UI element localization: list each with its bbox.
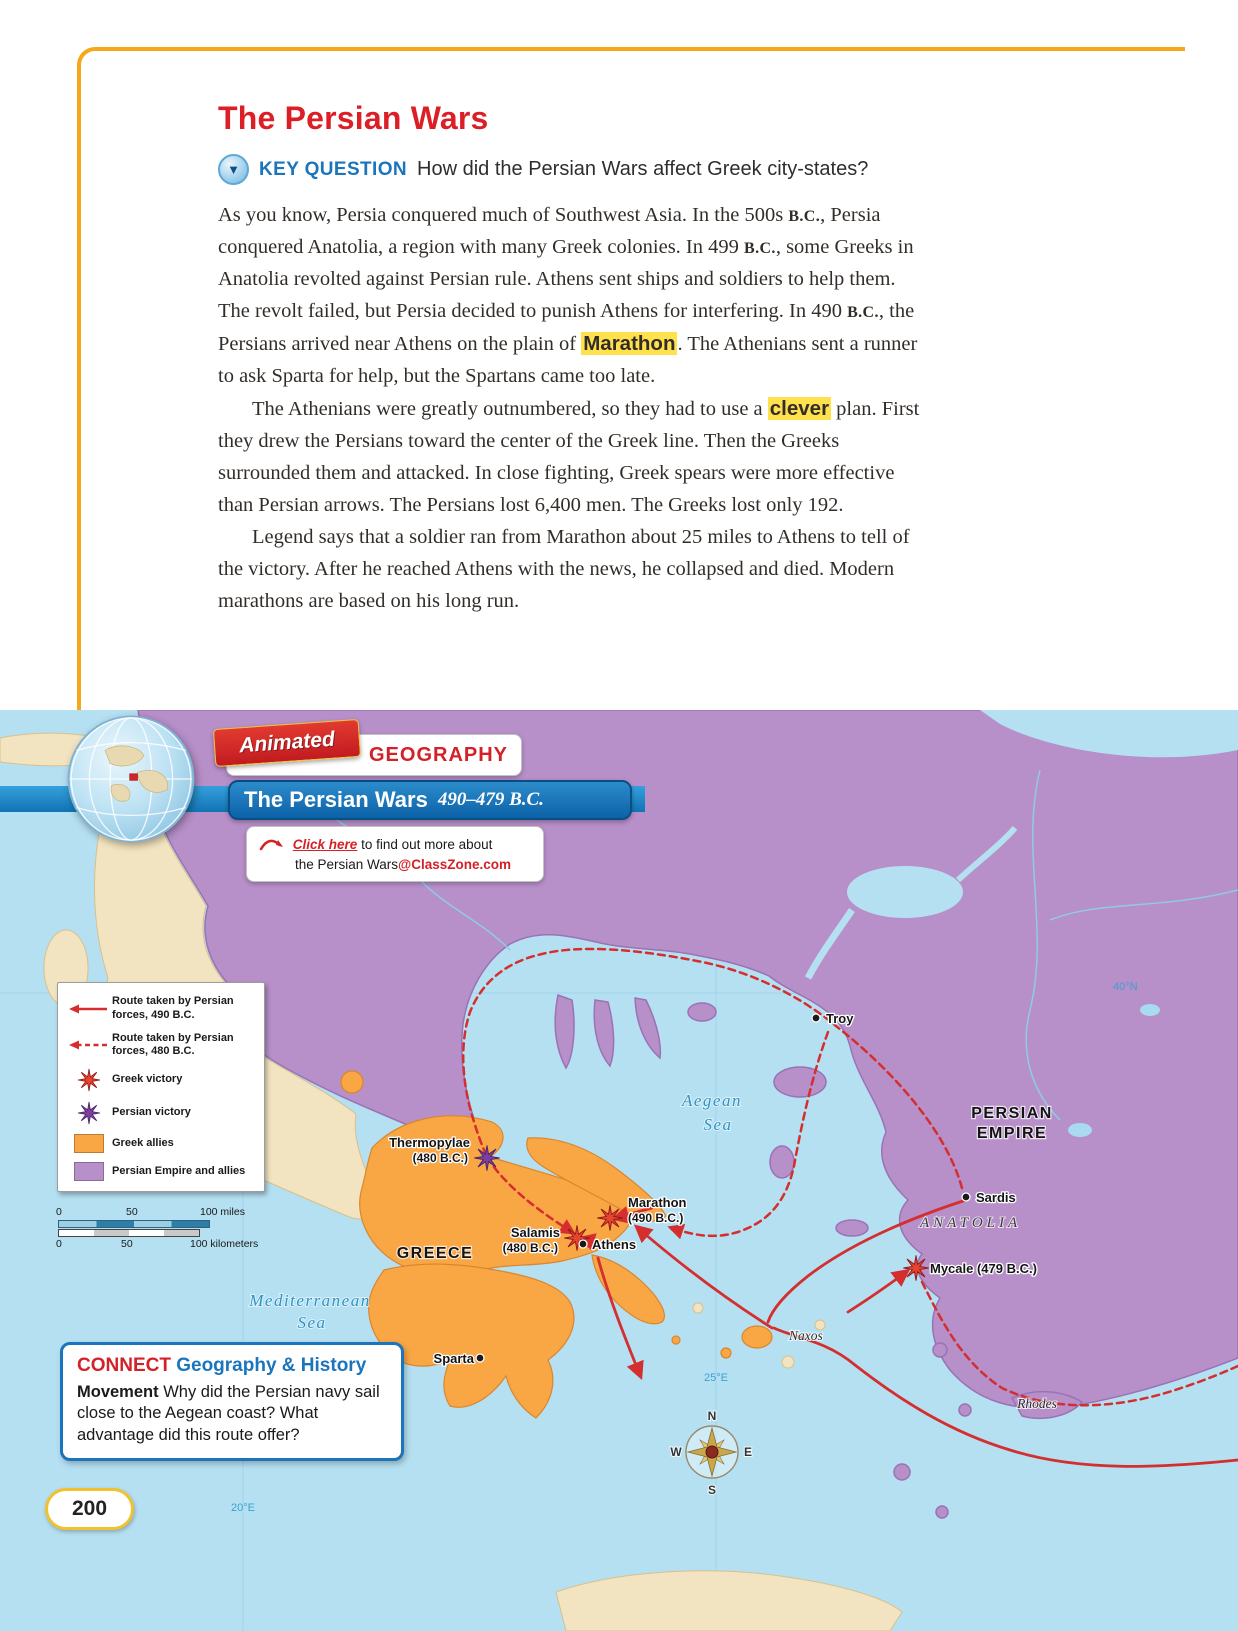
compass-n: N <box>707 1409 717 1423</box>
label-naxos: Naxos <box>789 1328 823 1343</box>
legend-route-dashed: Route taken by Persian forces, 480 B.C. <box>66 1032 256 1060</box>
route-solid-icon <box>66 1002 112 1016</box>
label-persian-empire-2: EMPIRE <box>976 1125 1048 1142</box>
key-question-icon: ▼ <box>218 154 249 185</box>
connect-subject: Geography & History <box>176 1355 367 1376</box>
connect-label: CONNECT <box>77 1355 171 1376</box>
label-thermopylae: Thermopylae <box>389 1135 470 1150</box>
sardis-dot <box>962 1193 970 1201</box>
key-question-text: How did the Persian Wars affect Greek city-states? <box>417 158 869 180</box>
key-question-row <box>218 154 928 185</box>
label-40n: 40°N <box>1113 981 1138 993</box>
map-scale <box>58 1206 273 1251</box>
globe-icon <box>66 714 196 844</box>
geography-label: GEOGRAPHY <box>369 743 509 766</box>
body-paragraph: As you know, Persia conquered much of Southwest Asia. In the 500s B.C., Persia conquered Anatolia, a region with many Greek colonies. In 499 B.C., some Greeks in Anatolia revolted against Persian rule. Athens sent ships and soldiers to help them. The revolt failed, but Persia decided to punish Athens for interfering. In 490 B.C., the Persians arrived near Athens on the plain of Marathon. The Athenians sent a runner to ask Sparta for help, but the Spartans came too late. <box>218 204 918 387</box>
label-sardis: Sardis <box>976 1190 1016 1205</box>
label-thermopylae-date: (480 B.C.) <box>412 1151 468 1165</box>
click-rest: to find out more about <box>357 837 493 852</box>
animated-logo-text: Animated <box>238 727 336 758</box>
label-aegean-2: Sea <box>703 1115 733 1134</box>
map-title: The Persian Wars <box>244 787 428 812</box>
article <box>218 100 928 618</box>
legend-persian-allies: Persian Empire and allies <box>66 1162 256 1181</box>
label-salamis-date: (480 B.C.) <box>502 1241 558 1255</box>
classzone-callout[interactable] <box>246 826 544 882</box>
page-title: The Persian Wars <box>218 100 489 136</box>
label-marathon: Marathon <box>628 1195 687 1210</box>
label-25e: 25°E <box>704 1372 728 1384</box>
sparta-dot <box>476 1354 484 1362</box>
label-sparta: Sparta <box>433 1351 474 1366</box>
compass-e: E <box>743 1445 753 1459</box>
persian-allies-swatch <box>66 1162 112 1181</box>
troy-dot <box>812 1014 820 1022</box>
connect-box <box>60 1342 404 1461</box>
map-legend <box>57 982 265 1192</box>
label-marathon-date: (490 B.C.) <box>628 1211 684 1225</box>
swoosh-arrow-icon <box>259 836 285 852</box>
click-at: @ <box>398 856 412 872</box>
greek-victory-icon <box>66 1068 112 1092</box>
click-line2: the Persian Wars <box>295 856 399 872</box>
scale-km-labels: 0 50 100 kilometers <box>56 1238 259 1250</box>
article-body <box>218 200 928 618</box>
route-dashed-icon <box>66 1038 112 1052</box>
legend-persian-victory: Persian victory <box>66 1101 256 1125</box>
label-anatolia: ANATOLIA <box>920 1215 1022 1231</box>
label-mediterranean-2: Sea <box>297 1313 327 1332</box>
legend-route-solid: Route taken by Persian forces, 490 B.C. <box>66 995 256 1023</box>
body-paragraph: The Athenians were greatly outnumbered, so they had to use a clever plan. First they drew the Persians toward the center of the Greek line. Then the Greeks surrounded them and attacked. In close fighting, Greek spears were more effective than Persian arrows. The Persians lost 6,400 men. The Greeks lost only 192. <box>218 396 920 516</box>
map-title-banner <box>228 780 632 820</box>
label-mediterranean-1: Mediterranean <box>249 1291 371 1310</box>
classzone-link[interactable]: ClassZone.com <box>411 856 511 872</box>
label-20e: 20°E <box>231 1502 255 1514</box>
connect-lead: Movement <box>77 1383 159 1401</box>
connect-question: Why did the Persian navy sail close to the Aegean coast? What advantage did this route offer? <box>77 1383 380 1444</box>
persian-victory-thermopylae <box>474 1145 499 1170</box>
scale-bar-miles <box>58 1220 210 1228</box>
compass-s: S <box>707 1483 717 1497</box>
click-here-link[interactable]: Click here <box>292 837 358 852</box>
label-rhodes: Rhodes <box>1017 1396 1057 1411</box>
page-number-badge: 200 <box>45 1488 134 1530</box>
body-paragraph: Legend says that a soldier ran from Marathon about 25 miles to Athens to tell of the victory. After he reached Athens with the news, he collapsed and died. Modern marathons are based on his long run. <box>218 525 910 612</box>
label-mycale: Mycale (479 B.C.) <box>930 1261 1037 1276</box>
label-aegean-1: Aegean <box>682 1091 742 1110</box>
label-salamis: Salamis <box>510 1225 560 1240</box>
persian-victory-icon <box>66 1101 112 1125</box>
key-question-label: KEY QUESTION <box>259 158 408 180</box>
greek-allies-swatch <box>66 1134 112 1153</box>
label-athens: Athens <box>592 1237 637 1252</box>
label-persian-empire-1: PERSIAN <box>971 1105 1053 1122</box>
persian-wars-map <box>0 710 1238 1631</box>
scale-bar-km <box>58 1229 200 1237</box>
legend-greek-victory: Greek victory <box>66 1068 256 1092</box>
legend-greek-allies: Greek allies <box>66 1134 256 1153</box>
compass-w: W <box>670 1445 682 1459</box>
greek-victory-marathon <box>597 1205 622 1230</box>
map-title-dates: 490–479 B.C. <box>437 789 544 810</box>
label-greece: GREECE <box>396 1245 474 1262</box>
label-troy: Troy <box>826 1011 854 1026</box>
greek-victory-mycale <box>903 1255 928 1280</box>
athens-dot <box>579 1240 587 1248</box>
scale-miles-labels: 0 50 100 miles <box>56 1206 245 1218</box>
